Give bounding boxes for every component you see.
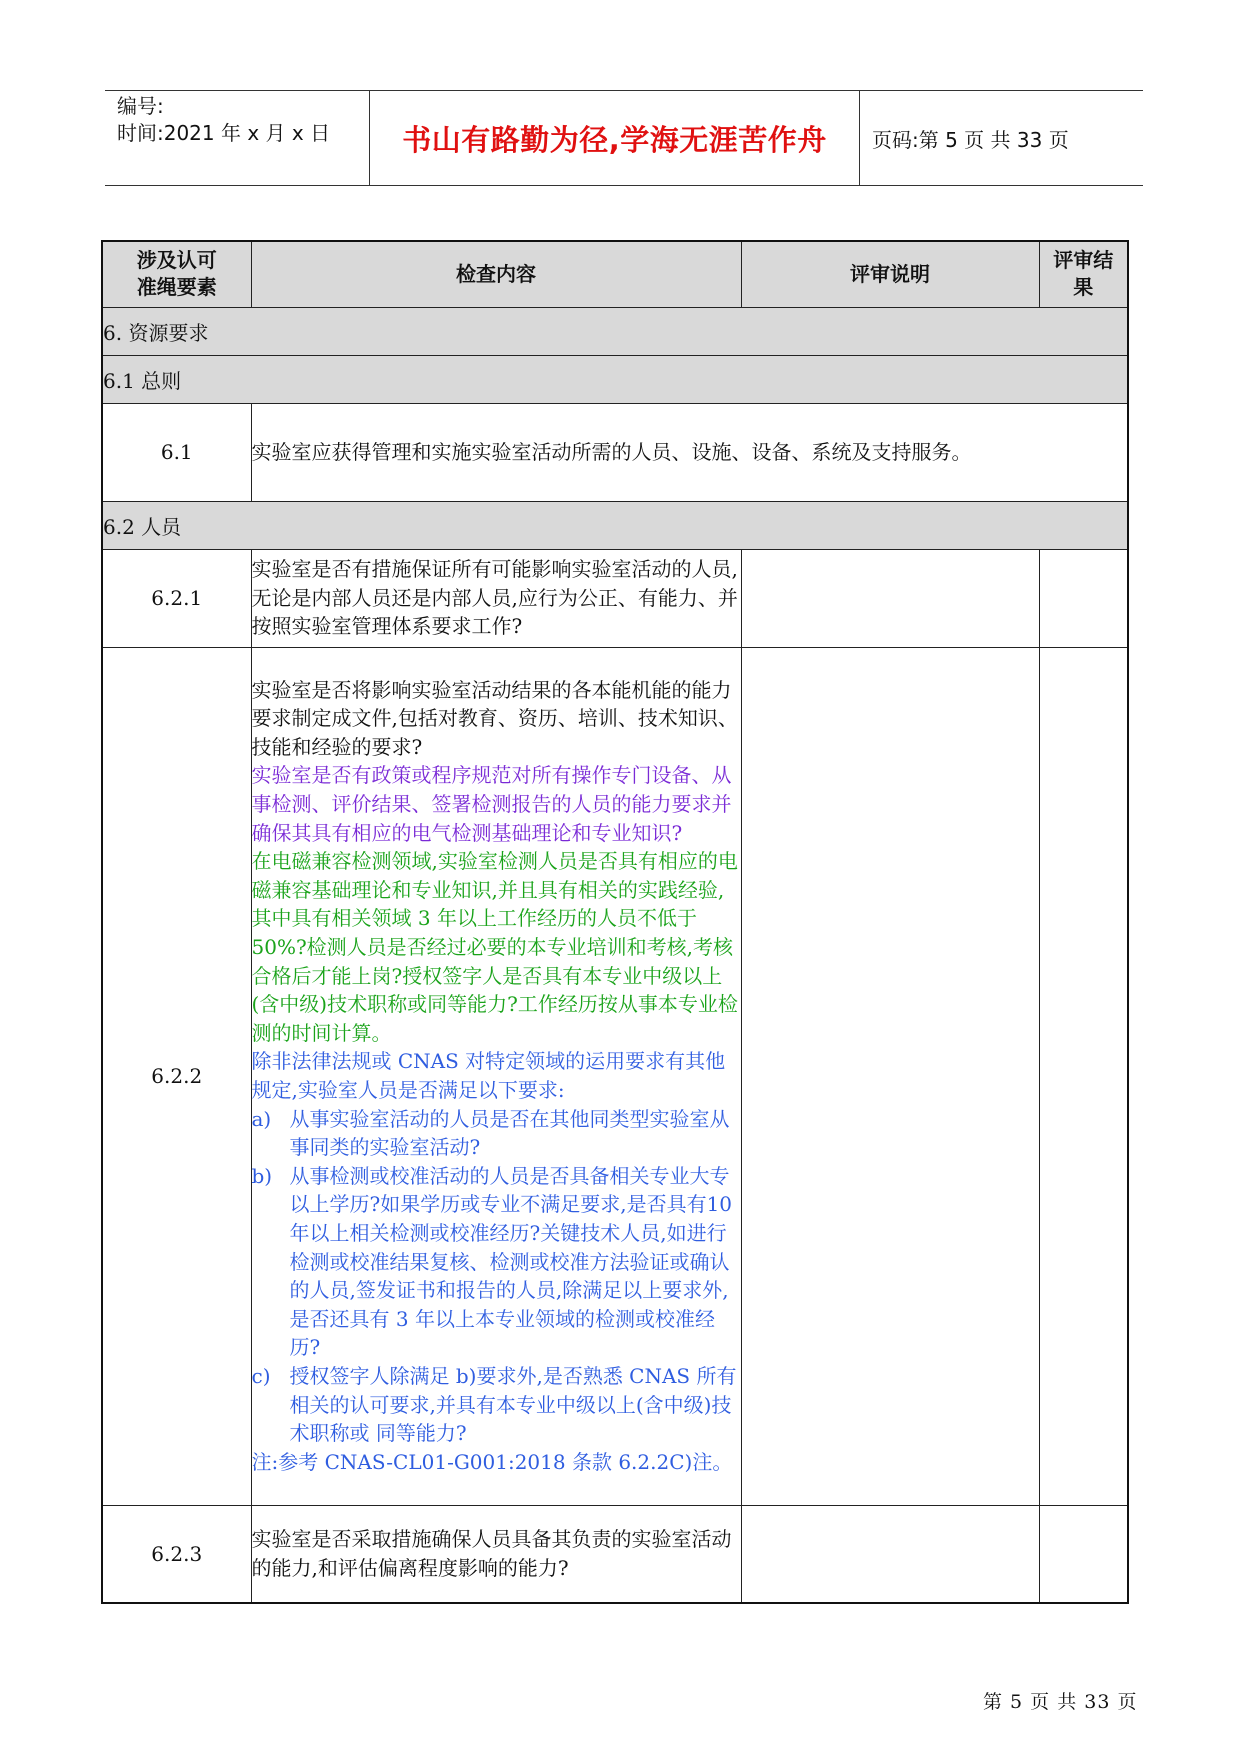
section-title: 6.1 总则 xyxy=(102,355,1128,403)
table-row xyxy=(102,549,1128,647)
header-left xyxy=(105,91,370,185)
remarks-cell[interactable] xyxy=(741,1505,1039,1603)
clause-number: 6.1 xyxy=(102,403,251,501)
page-footer: 第 5 页 共 33 页 xyxy=(983,1691,1138,1713)
clause-number: 6.2.1 xyxy=(102,549,251,647)
clause-number: 6.2.2 xyxy=(102,647,251,1505)
clause-content: 实验室是否采取措施确保人员具备其负责的实验室活动的能力,和评估偏离程度影响的能力? xyxy=(251,1505,741,1603)
table-header-row xyxy=(102,241,1128,307)
result-cell[interactable] xyxy=(1039,647,1128,1505)
result-cell[interactable] xyxy=(1039,1505,1128,1603)
clause-content xyxy=(251,647,741,1505)
remarks-cell[interactable] xyxy=(741,647,1039,1505)
section-row xyxy=(102,307,1128,355)
note-text: 注:参考 CNAS-CL01-G001:2018 条款 6.2.2C)注。 xyxy=(251,1449,733,1474)
remarks-cell[interactable] xyxy=(741,549,1039,647)
cnas-intro-text: 除非法律法规或 CNAS 对特定领域的运用要求有其他规定,实验室人员是否满足以下要求: xyxy=(251,1049,726,1102)
col-header-result: 评审结 果 xyxy=(1039,241,1128,307)
clause-number: 6.2.3 xyxy=(102,1505,251,1603)
table-row xyxy=(102,403,1128,501)
motto: 书山有路勤为径,学海无涯苦作舟 xyxy=(370,91,860,185)
section-row xyxy=(102,355,1128,403)
requirement-text: 实验室是否将影响实验室活动结果的各本能机能的能力要求制定成文件,包括对教育、资历、培训、技术知识、技能和经验的要求? xyxy=(251,677,738,759)
time-label: 时间:2021 年 x 月 x 日 xyxy=(117,121,331,145)
col-header-remarks: 评审说明 xyxy=(741,241,1039,307)
section-title: 6.2 人员 xyxy=(102,501,1128,549)
review-table xyxy=(101,240,1129,1604)
table-row xyxy=(102,647,1128,1505)
col-header-content: 检查内容 xyxy=(251,241,741,307)
clause-content: 实验室应获得管理和实施实验室活动所需的人员、设施、设备、系统及支持服务。 xyxy=(251,403,1128,501)
list-item: a) 从事实验室活动的人员是否在其他同类型实验室从事同类的实验室活动? xyxy=(251,1106,730,1160)
list-item: c) 授权签字人除满足 b)要求外,是否熟悉 CNAS 所有相关的认可要求,并具有本专业中级以上(含中级)技术职称或 同等能力? xyxy=(251,1363,737,1446)
section-row xyxy=(102,501,1128,549)
document-header xyxy=(105,90,1143,186)
id-label: 编号: xyxy=(117,94,164,118)
emc-requirement-text: 在电磁兼容检测领域,实验室检测人员是否具有相应的电磁兼容基础理论和专业知识,并且具有相关的实践经验,其中具有相关领域 3 年以上工作经历的人员不低于 50%?检测人员是否经过必要的本专业培训和考核,考核合格后才能上岗?授权签字人是否具有本专业中级以上(含中级)技术职称或同等能力?工作经历按从事本专业检测的时间计算。 xyxy=(251,849,738,1045)
section-title: 6. 资源要求 xyxy=(102,307,1128,355)
clause-content: 实验室是否有措施保证所有可能影响实验室活动的人员,无论是内部人员还是内部人员,应行为公正、有能力、并按照实验室管理体系要求工作? xyxy=(251,549,741,647)
col-header-element: 涉及认可 准绳要素 xyxy=(102,241,251,307)
table-row xyxy=(102,1505,1128,1603)
result-cell[interactable] xyxy=(1039,549,1128,647)
page-label: 页码:第 5 页 共 33 页 xyxy=(872,127,1069,152)
list-item: b) 从事检测或校准活动的人员是否具备相关专业大专以上学历?如果学历或专业不满足要求,是否具有10年以上相关检测或校准经历?关键技术人员,如进行检测或校准结果复核、检测或校准方法验证或确认的人员,签发证书和报告的人员,除满足以上要求外,是否还具有 3 年以上本专业领域的检测或校准经历? xyxy=(251,1163,733,1360)
electrical-requirement-text: 实验室是否有政策或程序规范对所有操作专门设备、从事检测、评价结果、签署检测报告的人员的能力要求并确保其具有相应的电气检测基础理论和专业知识? xyxy=(251,763,732,845)
